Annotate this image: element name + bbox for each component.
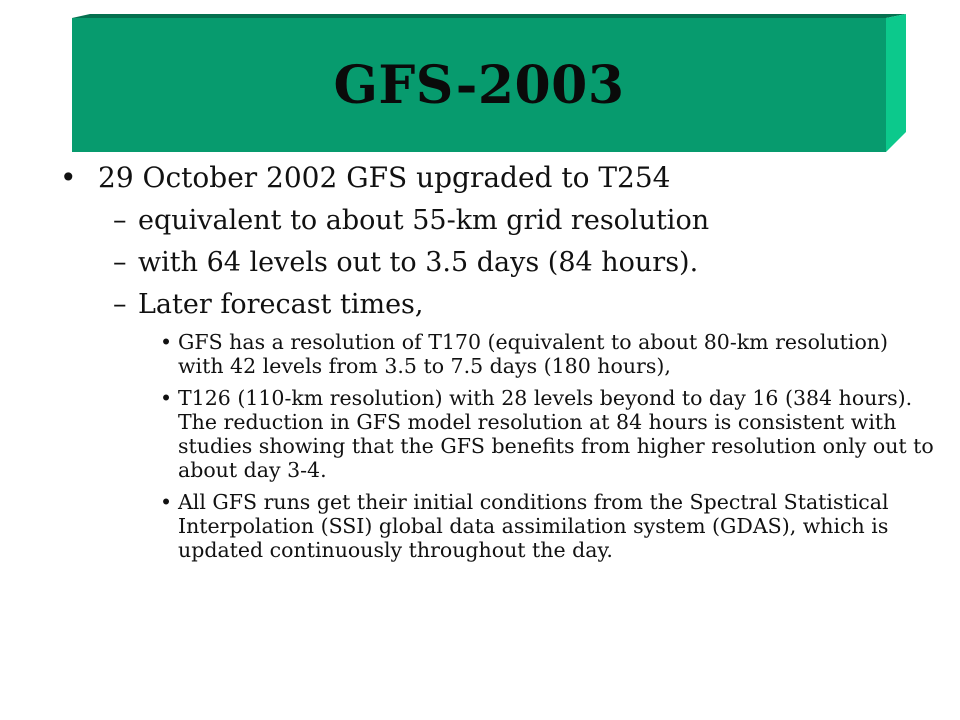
detail-bullet-list <box>60 330 940 562</box>
slide-body <box>60 160 940 570</box>
bullet-icon: • <box>160 490 173 514</box>
detail-bullet-text: GFS has a resolution of T170 (equivalent to about 80-km resolution) with 42 levels from 3.5 to 7.5 days (180 hours), <box>178 330 889 378</box>
detail-bullet <box>60 386 940 482</box>
sub-bullet-text: equivalent to about 55-km grid resolution <box>138 205 710 236</box>
banner-side-face <box>886 14 906 152</box>
slide-title: GFS-2003 <box>333 54 625 116</box>
detail-bullet-text: All GFS runs get their initial conditions from the Spectral Statistical Interpolation (SSI) global data assimilation system (GDAS), which is updated continuously throughout the day. <box>178 490 889 562</box>
bullet-icon: • <box>60 161 77 194</box>
main-bullet <box>60 160 940 196</box>
main-bullet-text: 29 October 2002 GFS upgraded to T254 <box>98 161 671 194</box>
sub-bullet <box>60 246 940 280</box>
dash-icon: – <box>113 247 127 278</box>
bullet-icon: • <box>160 386 173 410</box>
dash-icon: – <box>113 205 127 236</box>
sub-bullet-text: with 64 levels out to 3.5 days (84 hours). <box>138 247 699 278</box>
detail-bullet <box>60 330 940 378</box>
bullet-icon: • <box>160 330 173 354</box>
dash-icon: – <box>113 289 127 320</box>
detail-bullet <box>60 490 940 562</box>
sub-bullet <box>60 288 940 322</box>
title-banner <box>0 0 960 160</box>
detail-bullet-text: T126 (110-km resolution) with 28 levels beyond to day 16 (384 hours). The reduction in GFS model resolution at 84 hours is consistent with studies showing that the GFS benefits from higher resolution only out to about day 3-4. <box>178 386 934 482</box>
sub-bullet <box>60 204 940 238</box>
sub-bullet-text: Later forecast times, <box>138 289 424 320</box>
